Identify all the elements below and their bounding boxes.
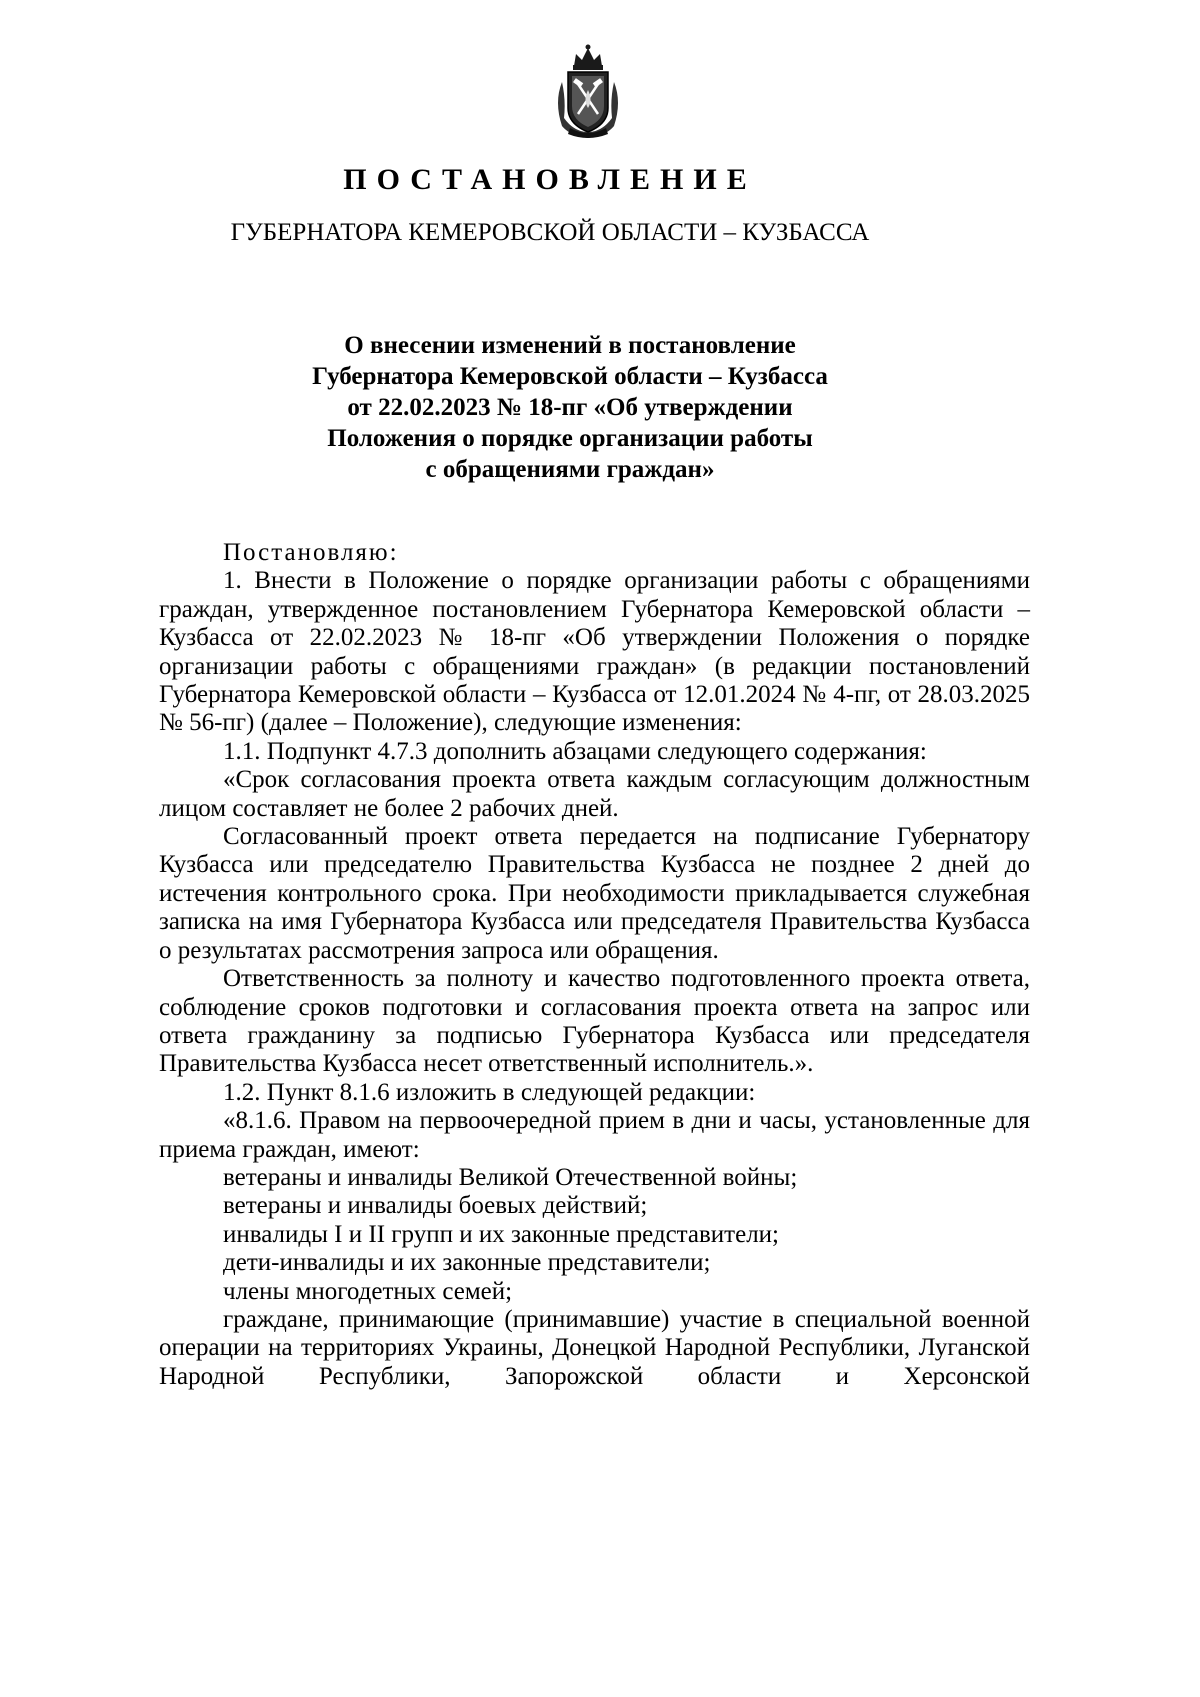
paragraph: Ответственность за полноту и качество подготовленного проекта ответа, соблюдение сроков подготовки и согласования проекта ответа на запрос или ответа гражданину за подписью Губернатора Кузбасса или председателя Правительства Кузбасса несет ответственный исполнитель.». — [159, 965, 1030, 1078]
title-line: О внесении изменений в постановление — [344, 332, 796, 359]
paragraph: 1. Внести в Положение о порядке организации работы с обращениями граждан, утвержденное постановлением Губернатора Кемеровской области – Кузбасса от 22.02.2023 № 18-пг «Об утверждении Положения о порядке организации работы с обращениями граждан» (в редакции постановлений Губернатора Кемеровской области – Кузбасса от 12.01.2024 № 4-пг, от 28.03.2025 № 56-пг) (далее – Положение), следующие изменения: — [159, 567, 1030, 737]
resolve-line: Постановляю: — [223, 539, 399, 566]
paragraph: Согласованный проект ответа передается на подписание Губернатору Кузбасса или председателю Правительства Кузбасса не позднее 2 дней до истечения контрольного срока. При необходимости прикладывается служебная записка на имя Губернатора Кузбасса или председателя Правительства Кузбасса о результатах рассмотрения запроса или обращения. — [159, 823, 1030, 964]
coat-of-arms-icon — [552, 42, 624, 140]
title-line: Губернатора Кемеровской области – Кузбасса — [312, 363, 828, 390]
list-item: члены многодетных семей; — [223, 1277, 513, 1305]
document-type-heading: ПОСТАНОВЛЕНИЕ — [343, 163, 757, 196]
list-item: граждане, принимающие (принимавшие) участие в специальной военной операции на территориях Украины, Донецкой Народной Республики, Луганской Народной Республики, Запорожской области и Херсонской — [159, 1305, 1030, 1390]
list-item: дети-инвалиды и их законные представители; — [223, 1249, 711, 1277]
paragraph: «8.1.6. Правом на первоочередной прием в дни и часы, установленные для приема граждан, имеют: — [159, 1107, 1030, 1163]
paragraph: 1.1. Подпункт 4.7.3 дополнить абзацами следующего содержания: — [223, 737, 927, 765]
list-item: ветераны и инвалиды Великой Отечественной войны; — [223, 1163, 798, 1191]
document-body — [159, 539, 1030, 1391]
issuer-heading: ГУБЕРНАТОРА КЕМЕРОВСКОЙ ОБЛАСТИ – КУЗБАССА — [230, 219, 870, 246]
document-title — [270, 330, 870, 485]
list-item: ветераны и инвалиды боевых действий; — [223, 1192, 648, 1220]
title-line: Положения о порядке организации работы — [327, 425, 813, 452]
list-item: инвалиды I и II групп и их законные представители; — [223, 1220, 780, 1248]
title-line: с обращениями граждан» — [425, 456, 715, 483]
paragraph: «Срок согласования проекта ответа каждым согласующим должностным лицом составляет не более 2 рабочих дней. — [159, 766, 1030, 822]
title-line: от 22.02.2023 № 18-пг «Об утверждении — [347, 394, 793, 421]
paragraph: 1.2. Пункт 8.1.6 изложить в следующей редакции: — [223, 1078, 756, 1106]
